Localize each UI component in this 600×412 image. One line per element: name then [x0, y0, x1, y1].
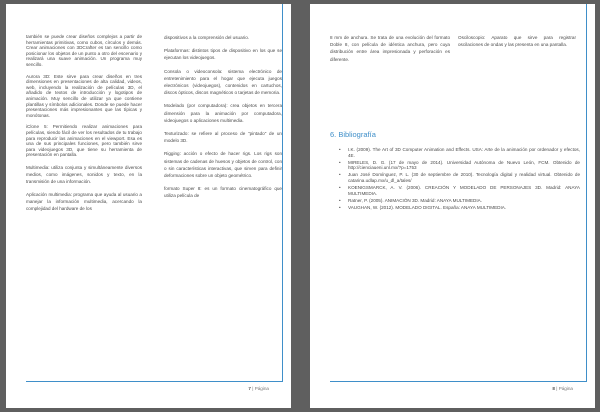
page-border — [586, 4, 587, 382]
bibliography-text: KOENIGSMARCK, A. V. (2006). CREACIÓN Y MODELADO DE PERSONAJES 3D. Madrid: ANAYA MULTIMEDIA. — [348, 185, 580, 196]
bibliography-item — [330, 172, 580, 183]
right-page — [310, 4, 595, 408]
bibliography-text: I.K. (2009). The Art of 3D Computer Animation and Effects. USA: Arte de la animación por ordenador y efectos, 4E. — [348, 147, 580, 158]
bibliography-item — [330, 185, 580, 196]
page-border — [282, 4, 283, 382]
paragraph: Aplicación multimedia: programa que ayuda al usuario a manejar la información multimedia, acercando la complejidad del hardware de los — [26, 191, 142, 211]
paragraph: 8 mm de anchura. Se trata de una evolución del formato Doble 8, con película de idéntica anchura, pero cuya distribución entre área impresionada y perforación es diferente. — [330, 35, 450, 62]
section-title: 6. Bibliografía — [330, 130, 376, 139]
paragraph: Plataformas: distintos tipos de dispositivo en los que se ejecutan los videojuegos. — [164, 48, 282, 61]
page-label: Página — [558, 386, 573, 391]
bibliography-item — [330, 198, 580, 204]
paragraph: Texturizado: se refiere al proceso de "pintado" de un modelo 3D. — [164, 131, 282, 144]
bibliography-list — [330, 147, 580, 210]
paragraph: Osciloscopio: Aparato que sirve para registrar oscilaciones de ondas y las presenta en una pantalla. — [458, 35, 576, 48]
paragraph: iClone 5: Permitiendo realizar animaciones para películas, siendo fácil de ver los resultados de tu trabajo para reproducir las animaciones en el viewport. Esa es una de sus principales funciones, pero también sirve para videojuegos 3D, que tiene su herramienta de presentación en pantalla. — [26, 124, 142, 158]
footer-rule — [330, 381, 586, 382]
bullet-icon: • — [339, 197, 341, 203]
page-number: 8 — [552, 386, 555, 391]
bibliography-item — [330, 160, 580, 171]
left-column-2 — [164, 34, 282, 206]
bullet-icon: • — [339, 204, 341, 210]
paragraph: dispositivos a la comprensión del usuario. — [164, 35, 250, 40]
bibliography-text: VAUGHAN, W. (2012). MODELADO DIGITAL. España: ANAYA MULTIMEDIA. — [348, 204, 507, 210]
paragraph: formato Super 8: es un formato cinematográfico que utiliza película de — [164, 186, 282, 199]
left-column-1 — [26, 34, 142, 218]
page-footer: 7 | Página — [248, 386, 269, 391]
left-page — [6, 4, 291, 408]
bibliography-text: Ratner, P. (2005). ANIMACIÓN 3D. Madrid: ANAYA MULTIMEDIA. — [348, 197, 482, 203]
page-number: 7 — [248, 386, 251, 391]
bibliography-item — [330, 147, 580, 158]
page-footer: 8 | Página — [552, 386, 573, 391]
paragraph: Aurora 3D: Este sirve para crear diseños en tres dimensiones en presentaciones de alta calidad, videos, web, incluyendo la realización de películas 3D, el añadido de textos de introducción y logotipos de animación. Muy sencillo de utilizar ya que contiene plantillas y símbolos adicionales. Donde se puede hacer presentaciones más impresionantes que las típicas y monótonas. — [26, 73, 142, 118]
right-column-2 — [458, 34, 576, 54]
bullet-icon: • — [339, 159, 341, 165]
bibliography-text: MIRELES, D. G. (17 de mayo de 2014). Universidad Autónoma de Nuevo León, FCM. Obtenido de http://cienciaueni.unl.mx/?p=1753 — [348, 159, 580, 171]
paragraph: Modelado (por computadora): crea objetos en tercera dimensión para la animación por computadora, videojuegos o aplicaciones multimedia. — [164, 103, 282, 123]
right-column-1 — [330, 34, 450, 69]
paragraph: Rigging: acción o efecto de hacer rigs. Los rigs son sistemas de cadenas de huesos y objetos de control, con o sin características interactivas, que sirven para definir deformaciones sobre un objeto geométrico. — [164, 151, 282, 179]
bibliography-item — [330, 205, 580, 211]
bibliography-section — [330, 130, 580, 212]
bullet-icon: • — [339, 185, 341, 191]
bullet-icon: • — [339, 147, 341, 152]
bullet-icon: • — [339, 172, 341, 178]
page-label: Página — [254, 386, 269, 391]
bibliography-text: Juan José Domínguez, P. L. (30 de septiembre de 2010). Tecnología digital y realidad virtual. Obtenido de catarina.udlap.mx/u_dl_a/tales/ — [348, 172, 580, 183]
paragraph: Consola o videoconsola: sistema electrónico de entretenimiento para el hogar que ejecuta juegos electrónicos (videojuegos), contenidos en cartuchos, discos ópticos, discos magnéticos o tarjetas de memoria. — [164, 68, 282, 96]
paragraph: Multimedia: utiliza conjunta y simultáneamente diversos medios, como imágenes, sonidos y texto, en la transmisión de una información. — [26, 164, 142, 184]
paragraph: también se puede crear diseños complejos a partir de herramientas primitivas, como cubos, círculos y demás. Crear animaciones con 3DCrafter es tan sencillo como posicionar los objetos de un punto a otro del escenario y realizará una suave animación. Un programa muy sencillo. — [26, 34, 142, 67]
footer-rule — [26, 381, 282, 382]
